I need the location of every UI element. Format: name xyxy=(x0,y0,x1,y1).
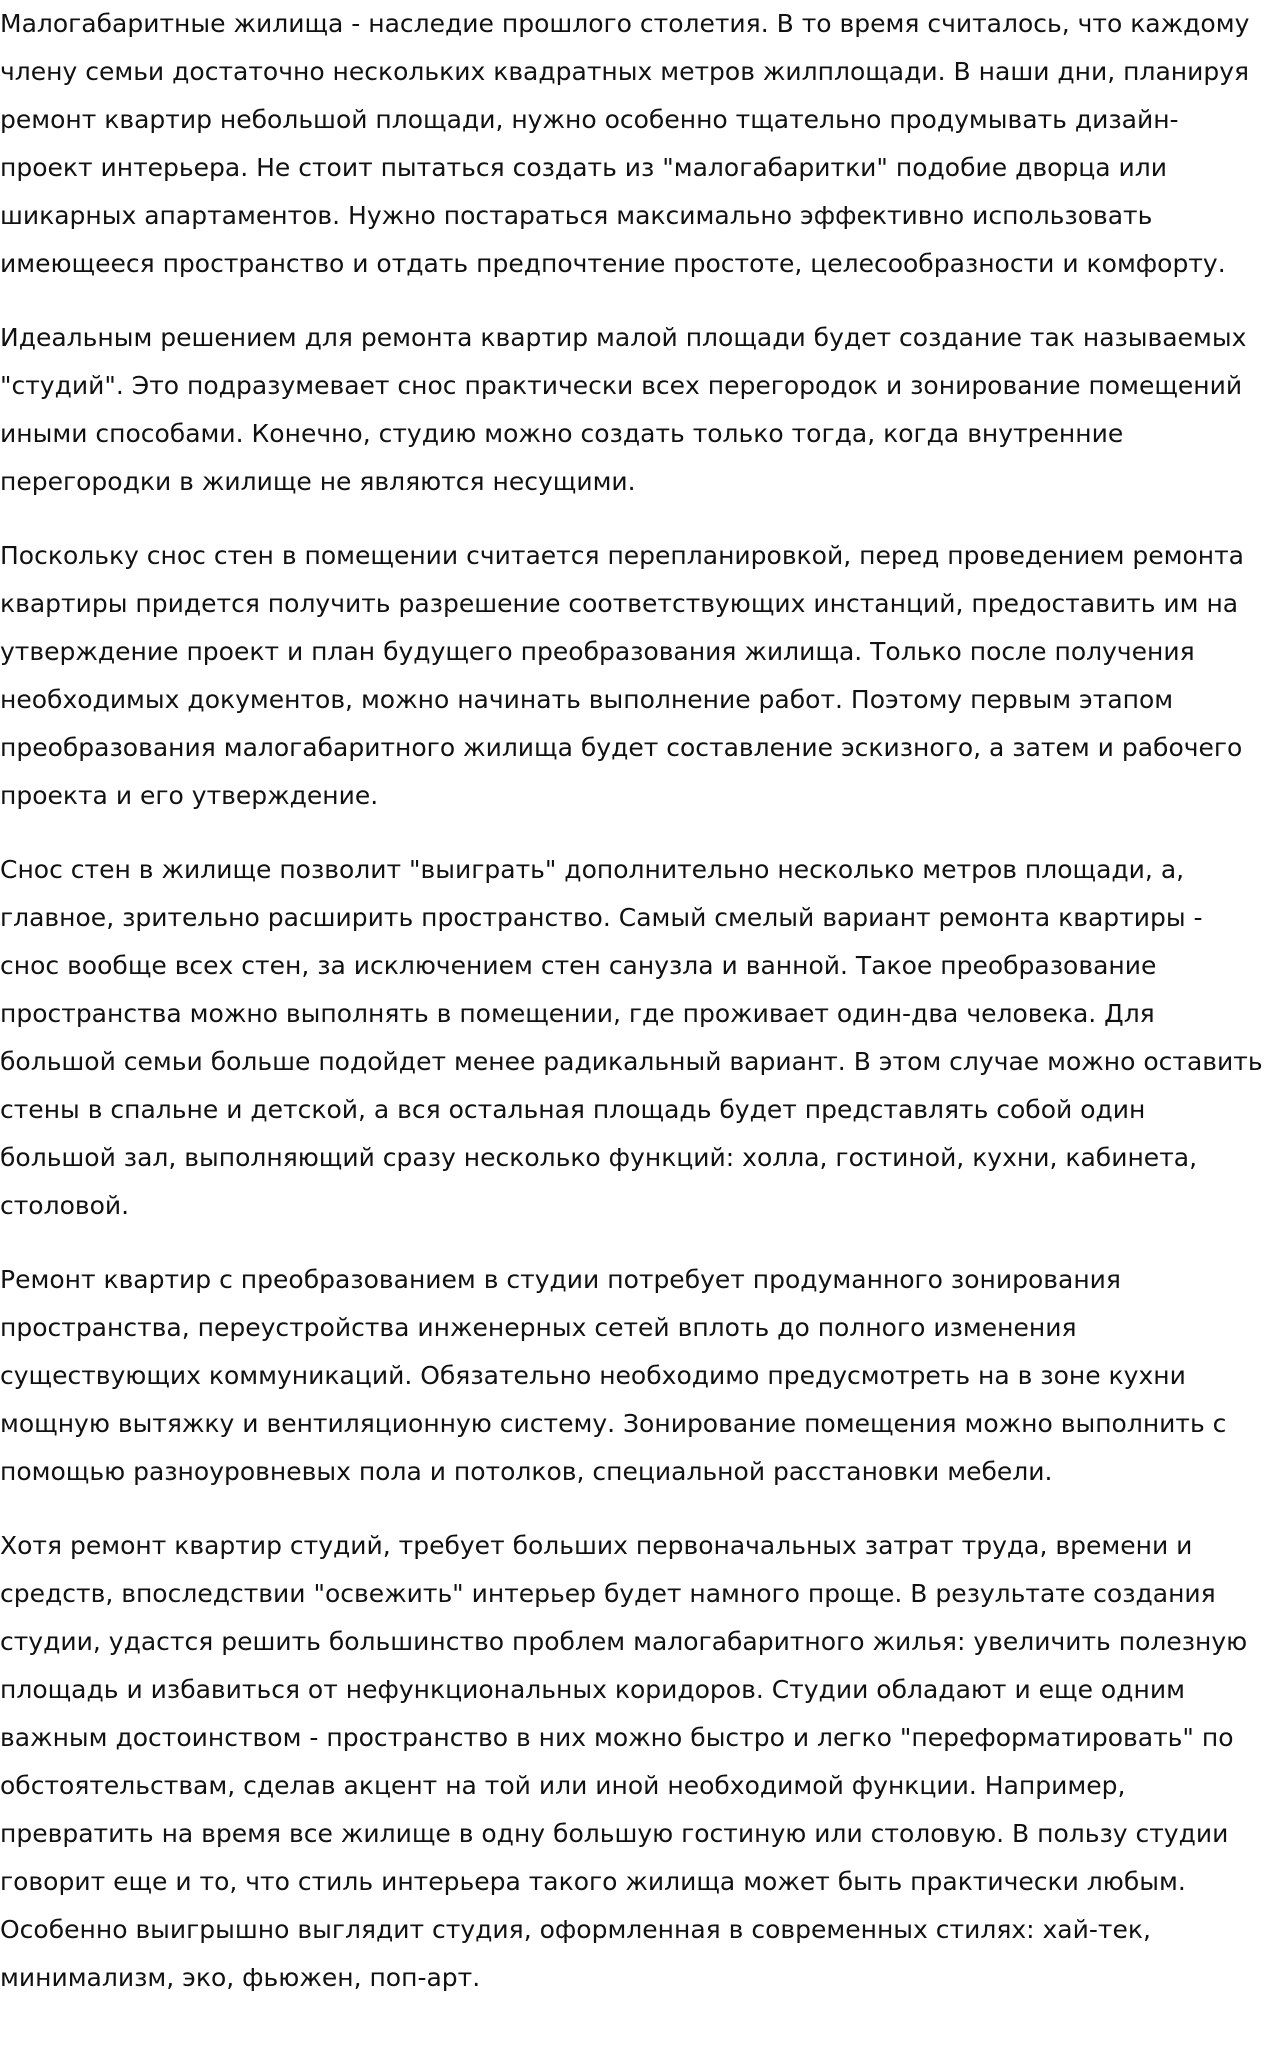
paragraph: Ремонт квартир с преобразованием в студии потребует продуманного зонирования пространства, переустройства инженерных сетей вплоть до полного изменения существующих коммуникаций. Обязательно необходимо предусмотреть на в зоне кухни мощную вытяжку и вентиляционную систему. Зонирование помещения можно выполнить с помощью разноуровневых пола и потолков, специальной расстановки мебели. xyxy=(0,1265,1227,1486)
paragraph: Малогабаритные жилища - наследие прошлого столетия. В то время считалось, что каждому члену семьи достаточно нескольких квадратных метров жилплощади. В наши дни, планируя ремонт квартир небольшой площади, нужно особенно тщательно продумывать дизайн-проект интерьера. Не стоит пытаться создать из "малогабаритки" подобие дворца или шикарных апартаментов. Нужно постараться максимально эффективно использовать имеющееся пространство и отдать предпочтение простоте, целесообразности и комфорту. xyxy=(0,9,1250,278)
paragraph: Хотя ремонт квартир студий, требует больших первоначальных затрат труда, времени и средств, впоследствии "освежить" интерьер будет намного проще. В результате создания студии, удастся решить большинство проблем малогабаритного жилья: увеличить полезную площадь и избавиться от нефункциональных коридоров. Студии обладают и еще одним важным достоинством - пространство в них можно быстро и легко "переформатировать" по обстоятельствам, сделав акцент на той или иной необходимой функции. Например, превратить на время все жилище в одну большую гостиную или столовую. В пользу студии говорит еще и то, что стиль интерьера такого жилища может быть практически любым. Особенно выигрышно выглядит студия, оформленная в современных стилях: хай-тек, минимализм, эко, фьюжен, поп-арт. xyxy=(0,1531,1248,1992)
paragraph: Идеальным решением для ремонта квартир малой площади будет создание так называемых "студий". Это подразумевает снос практически всех перегородок и зонирование помещений иными способами. Конечно, студию можно создать только тогда, когда внутренние перегородки в жилище не являются несущими. xyxy=(0,323,1247,496)
paragraph: Снос стен в жилище позволит "выиграть" дополнительно несколько метров площади, а, главное, зрительно расширить пространство. Самый смелый вариант ремонта квартиры - снос вообще всех стен, за исключением стен санузла и ванной. Такое преобразование пространства можно выполнять в помещении, где проживает один-два человека. Для большой семьи больше подойдет менее радикальный вариант. В этом случае можно оставить стены в спальне и детской, а вся остальная площадь будет представлять собой один большой зал, выполняющий сразу несколько функций: холла, гостиной, кухни, кабинета, столовой. xyxy=(0,855,1263,1220)
paragraph: Поскольку снос стен в помещении считается перепланировкой, перед проведением ремонта квартиры придется получить разрешение соответствующих инстанций, предоставить им на утверждение проект и план будущего преобразования жилища. Только после получения необходимых документов, можно начинать выполнение работ. Поэтому первым этапом преобразования малогабаритного жилища будет составление эскизного, а затем и рабочего проекта и его утверждение. xyxy=(0,541,1245,810)
